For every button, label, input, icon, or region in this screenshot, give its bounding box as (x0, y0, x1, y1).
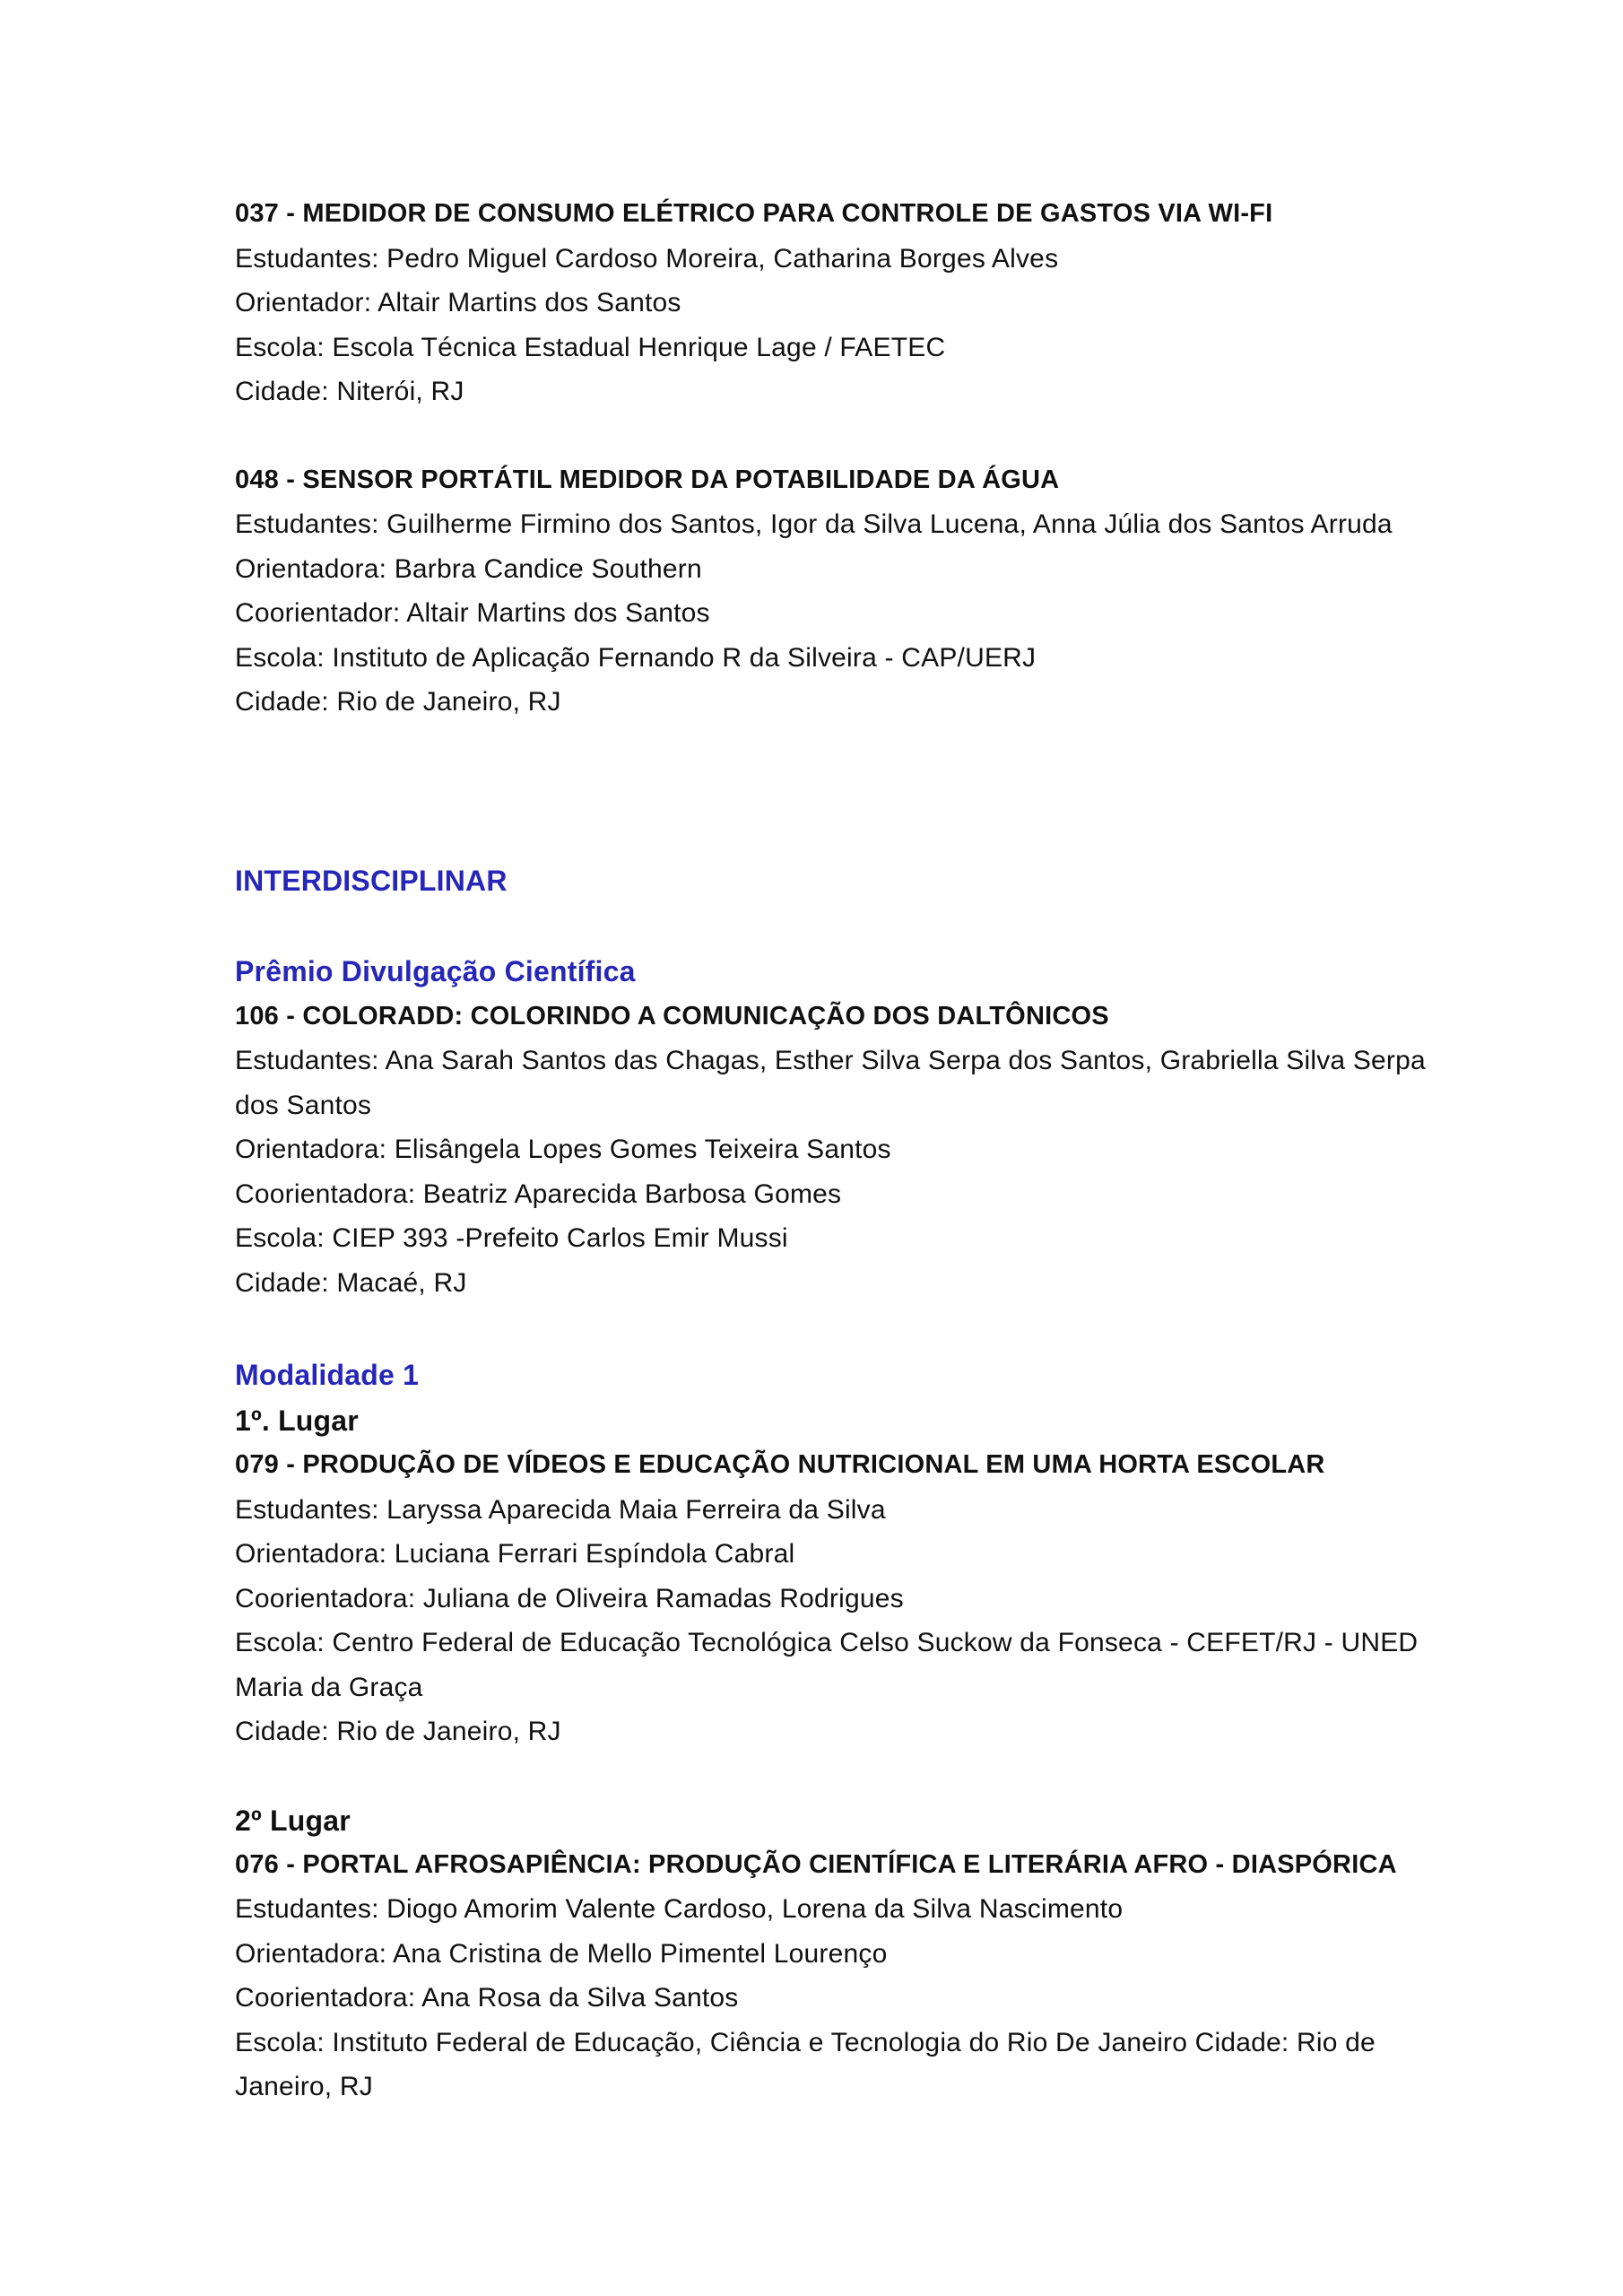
entry-076 (235, 1798, 1436, 2109)
entry-line: Orientadora: Barbra Candice Southern (235, 553, 702, 584)
entry-line: Estudantes: Pedro Miguel Cardoso Moreira, Catharina Borges Alves (235, 243, 1059, 274)
document-page (235, 192, 1436, 2109)
place-label: 1º. Lugar (235, 1405, 359, 1437)
spacer (235, 904, 1436, 948)
entry-line: Estudantes: Diogo Amorim Valente Cardoso, Lorena da Silva Nascimento (235, 1894, 1124, 1924)
entry-line: Coorientadora: Ana Rosa da Silva Santos (235, 1983, 739, 2013)
entry-line: Cidade: Macaé, RJ (235, 1267, 467, 1298)
entry-079 (235, 1398, 1436, 1754)
entry-line: Estudantes: Ana Sarah Santos das Chagas, Esther Silva Serpa dos Santos, Grabriella Silva Serpa (235, 1046, 1426, 1075)
entry-048 (235, 458, 1436, 725)
entry-line: Cidade: Rio de Janeiro, RJ (235, 1717, 561, 1746)
entry-line: Orientadora: Luciana Ferrari Espíndola Cabral (235, 1539, 795, 1569)
entry-line: Escola: Instituto de Aplicação Fernando R da Silveira - CAP/UERJ (235, 642, 1037, 673)
entry-title: 079 - PRODUÇÃO DE VÍDEOS E EDUCAÇÃO NUTRICIONAL EM UMA HORTA ESCOLAR (235, 1450, 1325, 1479)
entry-line: dos Santos (235, 1090, 372, 1120)
entry-line: Maria da Graça (235, 1672, 423, 1702)
spacer (235, 1305, 1436, 1352)
premio-divulgacao (235, 948, 1436, 1306)
modalidade-1 (235, 1352, 1436, 2109)
entry-line: Estudantes: Guilherme Firmino dos Santos, Igor da Silva Lucena, Anna Júlia dos Santos Arruda (235, 509, 1393, 539)
entry-line: Janeiro, RJ (235, 2072, 373, 2101)
entry-title: 106 - COLORADD: COLORINDO A COMUNICAÇÃO DOS DALTÔNICOS (235, 1001, 1109, 1031)
entry-line: Orientadora: Ana Cristina de Mello Pimentel Lourenço (235, 1938, 888, 1969)
entry-line: Coorientadora: Beatriz Aparecida Barbosa Gomes (235, 1178, 842, 1209)
entry-line: Escola: Escola Técnica Estadual Henrique Lage / FAETEC (235, 332, 946, 362)
entry-line: Coorientador: Altair Martins dos Santos (235, 598, 710, 628)
entry-line: Cidade: Rio de Janeiro, RJ (235, 687, 561, 717)
section-heading: INTERDISCIPLINAR (235, 864, 508, 897)
entry-line: Orientador: Altair Martins dos Santos (235, 288, 681, 317)
award-heading: Prêmio Divulgação Científica (235, 954, 636, 987)
entry-037 (235, 192, 1436, 414)
entry-title: 048 - SENSOR PORTÁTIL MEDIDOR DA POTABILIDADE DA ÁGUA (235, 465, 1060, 494)
entry-title: 037 - MEDIDOR DE CONSUMO ELÉTRICO PARA CONTROLE DE GASTOS VIA WI-FI (235, 199, 1273, 228)
entry-line: Coorientadora: Juliana de Oliveira Ramadas Rodrigues (235, 1583, 904, 1613)
entry-line: Orientadora: Elisângela Lopes Gomes Teixeira Santos (235, 1135, 891, 1164)
spacer (235, 725, 1436, 857)
spacer (235, 414, 1436, 458)
entry-line: Cidade: Niterói, RJ (235, 377, 464, 406)
entry-title: 076 - PORTAL AFROSAPIÊNCIA: PRODUÇÃO CIENTÍFICA E LITERÁRIA AFRO - DIASPÓRICA (235, 1849, 1397, 1879)
entry-line: Estudantes: Laryssa Aparecida Maia Ferreira da Silva (235, 1494, 886, 1525)
entry-line: Escola: Instituto Federal de Educação, Ciência e Tecnologia do Rio De Janeiro Cidade: Rio de (235, 2027, 1376, 2057)
entry-line: Escola: CIEP 393 -Prefeito Carlos Emir Mussi (235, 1223, 788, 1253)
modalidade-heading: Modalidade 1 (235, 1359, 420, 1391)
place-label: 2º Lugar (235, 1804, 351, 1837)
spacer (235, 1754, 1436, 1798)
entry-line: Escola: Centro Federal de Educação Tecnológica Celso Suckow da Fonseca - CEFET/RJ - UNED (235, 1628, 1419, 1657)
